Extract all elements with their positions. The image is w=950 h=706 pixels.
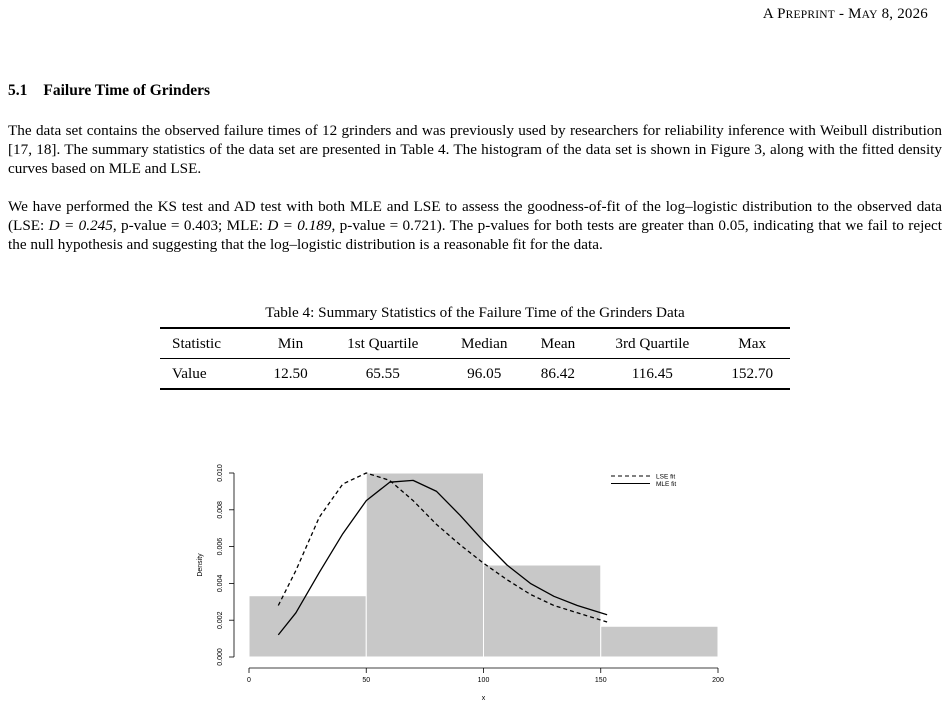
running-head-word: 2026 — [897, 6, 928, 22]
p2-lse-d: D = 0.245 — [48, 217, 113, 234]
running-head-word: - — [838, 6, 845, 22]
y-tick-label: 0.006 — [217, 537, 224, 556]
y-axis-label: Density — [197, 553, 204, 577]
p2-text-a: We have performed the KS test and AD test with both MLE and LSE to assess the goodness-of-fit of the log–logistic distribution to the observed data (LSE: — [8, 198, 942, 234]
x-tick-label: 0 — [247, 677, 251, 684]
section-number: 5.1 — [8, 82, 28, 99]
table-cell: 152.70 — [731, 365, 774, 382]
y-tick-label: 0.000 — [217, 648, 224, 666]
y-tick-label: 0.010 — [217, 464, 224, 482]
table-header-cell: Statistic — [172, 335, 221, 352]
p2-lse-p: , p-value = 0.403; MLE: — [112, 217, 268, 234]
table-caption: Table 4: Summary Statistics of the Failure Time of the Grinders Data — [265, 304, 685, 321]
summary-table — [160, 327, 790, 390]
table-cell: Value — [172, 365, 207, 382]
x-axis-label: x — [481, 695, 486, 702]
table-header-cell: 1st Quartile — [347, 335, 419, 352]
y-tick-label: 0.008 — [217, 501, 224, 519]
running-head-word: 8, — [881, 6, 894, 22]
histogram-bar — [484, 565, 601, 657]
table-cell: 12.50 — [273, 365, 308, 382]
x-tick-label: 200 — [712, 677, 724, 684]
histogram-bar — [601, 626, 718, 657]
table-cell: 96.05 — [467, 365, 502, 382]
table-header-cell: Min — [277, 335, 304, 352]
paragraph-2 — [8, 197, 942, 254]
paragraph-1: The data set contains the observed failure times of 12 grinders and was previously used by researchers for reliability inference with Weibull distribution [17, 18]. The summary statistics of the data set are presented in Table 4. The histogram of the data set is shown in Figure 3, along with the fitted density curves based on MLE and LSE. — [8, 122, 942, 177]
histogram-chart — [190, 460, 750, 706]
table-cell: 86.42 — [540, 365, 575, 382]
summary-table-block — [160, 304, 790, 390]
running-head-word: PREPRINT — [777, 6, 835, 22]
running-head-word: MAY — [848, 6, 878, 22]
x-tick-label: 50 — [362, 677, 371, 684]
table-header-cell: Max — [738, 335, 767, 352]
histogram-bar — [366, 473, 483, 657]
table-header-cell: Mean — [540, 335, 576, 352]
table-cell: 65.55 — [365, 365, 400, 382]
p2-mle-d: D = 0.189 — [267, 217, 332, 234]
y-tick-label: 0.004 — [217, 574, 224, 593]
table-header-cell: 3rd Quartile — [615, 335, 690, 352]
histogram-figure — [190, 460, 750, 706]
running-head — [763, 6, 928, 23]
p2-mle-p: , p-value = 0.721). The p-values for both tests are greater than 0.05, indicating that we fail to reject the null hypothesis and suggesting that the log–logistic distribution is a reasonable fit for the data. — [8, 217, 943, 253]
table-row — [160, 359, 790, 390]
table-cell: 116.45 — [631, 365, 673, 382]
running-head-word: A — [762, 6, 774, 22]
section-title: Failure Time of Grinders — [43, 82, 210, 99]
legend-label: MLE fit — [656, 481, 677, 488]
section-heading — [8, 82, 210, 100]
table-header-cell: Median — [461, 335, 508, 352]
x-tick-label: 100 — [477, 677, 490, 684]
x-tick-label: 150 — [594, 677, 607, 684]
table-header-row — [160, 328, 790, 359]
y-tick-label: 0.002 — [217, 611, 224, 629]
histogram-bar — [249, 596, 366, 657]
legend-label: LSE fit — [656, 473, 676, 481]
